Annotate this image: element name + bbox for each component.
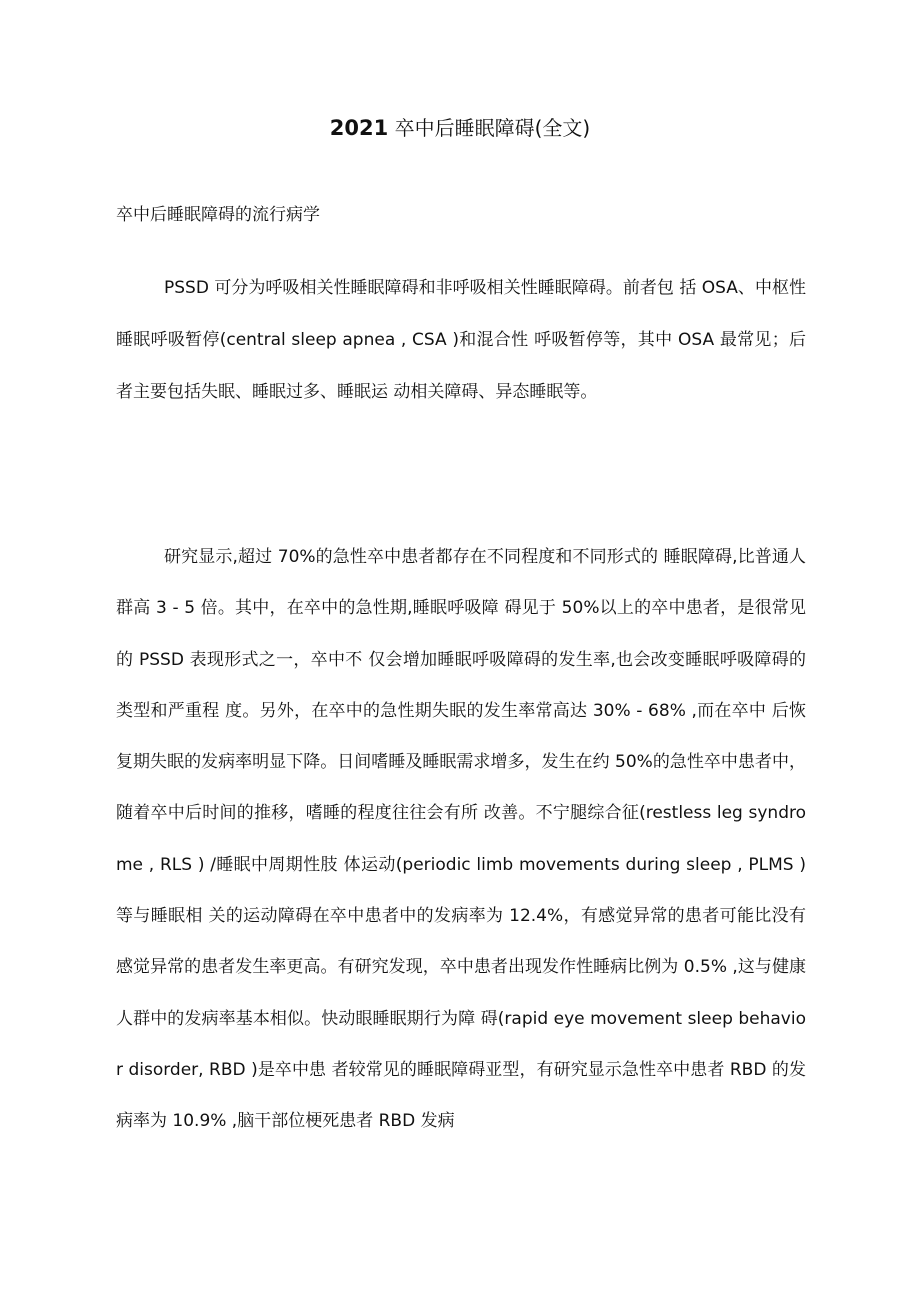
paragraph-epidemiology: 研究显示,超过 70%的急性卒中患者都存在不同程度和不同形式的 睡眠障碍,比普通人群高 3 - 5 倍。其中，在卒中的急性期,睡眠呼吸障 碍见于 50%以上的卒中患者，是很常见的 PSSD 表现形式之一，卒中不 仅会增加睡眠呼吸障碍的发生率,也会改变睡眠呼吸障碍的类型和严重程 度。另外，在卒中的急性期失眠的发生率常高达 30% - 68% ,而在卒中 后恢复期失眠的发病率明显下降。日间嗜睡及睡眠需求增多，发生在约 50%的急性卒中患者中，随着卒中后时间的推移，嗜睡的程度往往会有所 改善。不宁腿综合征(restless leg syndrome , RLS ) /睡眠中周期性肢 体运动(periodic limb movements during sleep , PLMS )等与睡眠相 关的运动障碍在卒中患者中的发病率为 12.4%，有感觉异常的患者可能比没有感觉异常的患者发生率更高。有研究发现，卒中患者出现发作性睡病比例为 0.5% ,这与健康人群中的发病率基本相似。快动眼睡眠期行为障 碍(rapid eye movement sleep behavior disorder, RBD )是卒中患 者较常见的睡眠障碍亚型，有研究显示急性卒中患者 RBD 的发病率为 10.9% ,脑干部位梗死患者 RBD 发病 [116, 547, 806, 1132]
document-title [0, 112, 920, 144]
section-heading: 卒中后睡眠障碍的流行病学 [116, 205, 320, 225]
title-year: 2021 [329, 116, 389, 140]
paragraph-classification: PSSD 可分为呼吸相关性睡眠障碍和非呼吸相关性睡眠障碍。前者包 括 OSA、中枢性睡眠呼吸暂停(central sleep apnea , CSA )和混合性 呼吸暂停等，其中 OSA 最常见；后者主要包括失眠、睡眠过多、睡眠运 动相关障碍、异态睡眠等。 [116, 278, 806, 402]
title-text: 卒中后睡眠障碍(全文) [394, 116, 591, 140]
